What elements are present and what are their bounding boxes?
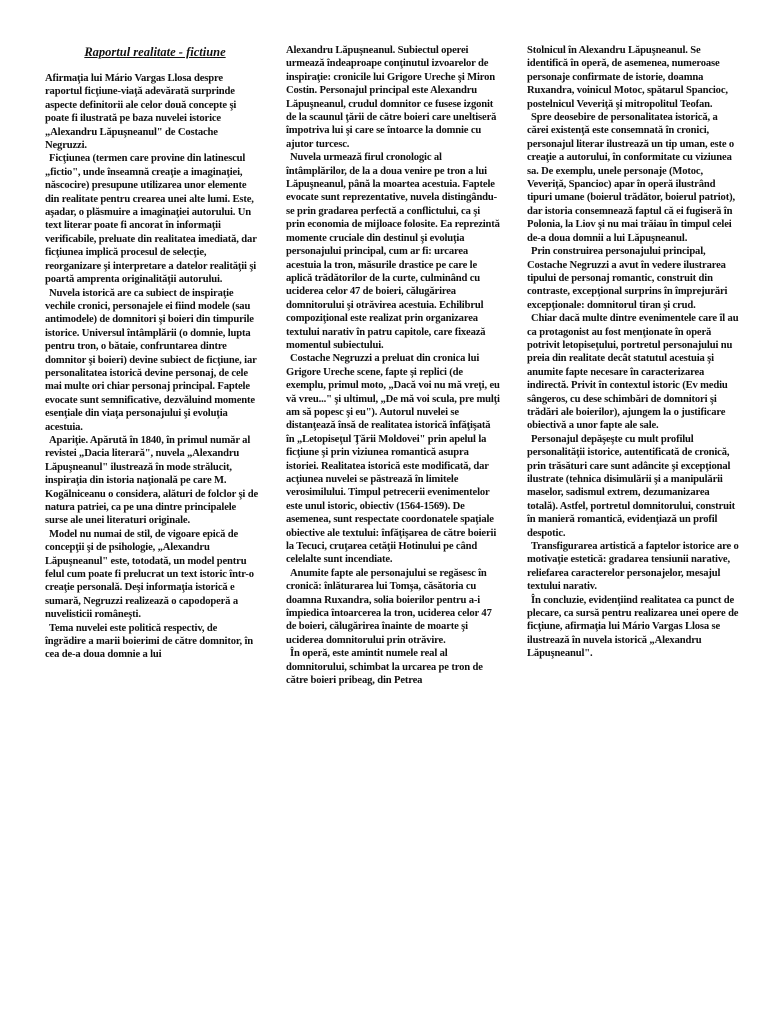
paragraph: Nuvela istorică are ca subiect de inspiraţie vechile cronici, personajele ei fiind modele (sau antimodele) de domnitori şi boieri din timpurile istorice. Universul întâmplării (o domnie, lupta pentru tron, o bătaie, confruntarea dintre domnitor şi boieri) devine subiect de ficţiune, iar personalitatea istorică devine personaj, de cele mai multe ori chiar personaj principal. Faptele evocate sunt semnificative, dezvăluind momente esenţiale din viaţa personajului şi evoluţia acestuia. xyxy=(45,287,257,433)
paragraph: Costache Negruzzi a preluat din cronica lui Grigore Ureche scene, fapte şi replici (de exemplu, primul moto, „Dacă voi nu mă vreţi, eu vă vreu..." şi ultimul, „De mă voi scula, pre mulţi am să popesc şi eu"). Autorul nuvelei se distanţează însă de realitatea istorică înfăţişată în „Letopiseţul Ţării Moldovei" prin apelul la ficţiune şi prin viziunea romantică asupra istoriei. Realitatea istorică este modificată, dar acţiunea nuvelei se păstrează în limitele verosimilului. Timpul petrecerii evenimentelor este unul istoric, obiectiv (1564-1569). De asemenea, sunt respectate coordonatele spaţiale obiective ale textului: înfăţişarea de către boierii la Tecuci, cruţarea cetăţii Hotinului pe când celelalte sunt incendiate. xyxy=(286,353,500,566)
paragraph: Stolnicul în Alexandru Lăpuşneanul. Se identifică în operă, de asemenea, numeroase personaje confirmate de istorie, doamna Ruxandra, voinicul Motoc, spătarul Spancioc, postelnicul Veveriţă şi mitropolitul Teofan. xyxy=(527,45,728,110)
paragraph: Ficţiunea (termen care provine din latinescul „fictio", unde înseamnă creaţie a imaginaţiei, născocire) presupune utilizarea unor elemente din realitate pentru crearea unei alte lumi. Este, aşadar, o plăsmuire a imaginaţiei autorului. Un text literar poate fi ancorat în informaţii verificabile, preluate din realitatea imediată, dar ficţiunea implică procesul de selecţie, reorganizare şi interpretare a datelor realităţii şi poartă amprenta originalităţii autorului. xyxy=(45,153,257,286)
paragraph: Alexandru Lăpuşneanul. Subiectul operei urmează îndeaproape conţinutul izvoarelor de inspiraţie: cronicile lui Grigore Ureche şi Miron Costin. Personajul principal este Alexandru Lăpuşneanul, crudul domnitor ce fusese izgonit de la scaunul ţării de către boieri care uneltiseră împotriva lui şi care se întoarce la domnie cu ajutor turcesc. xyxy=(286,45,497,150)
text-column-2 xyxy=(286,44,500,688)
paragraph: Spre deosebire de personalitatea istorică, a cărei existenţă este consemnată în cronici, personajul literar ilustrează un tip uman, este o creaţie a autorului, în conformitate cu viziunea sa. De exemplu, unele personaje (Motoc, Veveriţă, Spancioc) apar în operă ilustrând tipuri umane (boierul trădător, boierul patriot), dar istoria consemnează faptul că ei fugiseră în Polonia, la Liov şi nu mai trăiau în timpul celei de-a doua domnii a lui Lăpuşneanul. xyxy=(527,112,735,244)
paragraph: Nuvela urmează firul cronologic al întâmplărilor, de la a doua venire pe tron a lui Lăpuşneanul, până la moartea acestuia. Faptele evocate sunt reprezentative, nuvela distingându-se prin gradarea perfectă a conflictului, ca şi prin economia de mijloace folosite. Ea reprezintă momente cruciale din destinul şi evoluţia personajului principal, cum ar fi: urcarea acestuia la tron, măsurile drastice pe care le aplică trădătorilor de la curte, culminând cu uciderea celor 47 de boieri, călugărirea domnitorului şi otrăvirea acestuia. Echilibrul compoziţional este realizat prin organizarea textului narativ în patru capitole, care fixează momentul subiectului. xyxy=(286,152,500,351)
text-column-3 xyxy=(527,44,741,661)
document-title: Raportul realitate - fictiune xyxy=(84,45,226,59)
paragraph: Anumite fapte ale personajului se regăsesc în cronică: înlăturarea lui Tomşa, căsătoria cu doamna Ruxandra, solia boierilor pentru a-i împiedica întoarcerea la tron, uciderea celor 47 de boieri, călugărirea înainte de moarte şi uciderea domnitorului prin otrăvire. xyxy=(286,567,492,646)
paragraph: Tema nuvelei este politică respectiv, de îngrădire a marii boierimi de către domnitor, în cea de-a doua domnie a lui xyxy=(45,622,253,661)
paragraph: În concluzie, evidenţiind realitatea ca punct de plecare, ca sursă pentru realizarea unei opere de ficţiune, afirmaţia lui Mário Vargas Llosa se ilustrează în nuvela istorică „Alexandru Lăpuşneanul". xyxy=(527,594,739,660)
paragraph: Chiar dacă multe dintre evenimentele care îl au ca protagonist au fost menţionate în operă potrivit letopiseţului, portretul personajului nu preia din realitate decât statutul acestuia şi anumite fapte necesare în caracterizarea indirectă. Privit în contextul istoric (Ev mediu sângeros, cu dese schimbări de domnitori şi trădări ale boierilor), ajungem la o justificare obiectivă a unor fapte ale sale. xyxy=(527,313,739,432)
text-column-1 xyxy=(45,72,259,662)
paragraph: Afirmaţia lui Mário Vargas Llosa despre raportul ficţiune-viaţă adevărată surprinde aspecte definitorii ale celor două concepte şi poate fi ilustrată pe baza nuvelei istorice „Alexandru Lăpuşneanul" de Costache Negruzzi. xyxy=(45,73,237,152)
paragraph: Personajul depăşeşte cu mult profilul personalităţii istorice, autentificată de cronică, prin trăsături care sunt adâncite şi excepţional ilustrate (tehnica disimulării şi a manipulării maselor, sadismul extrem, dezumanizarea totală). Astfel, portretul domnitorului, construit în manieră romantică, evidenţiază un profil despotic. xyxy=(527,433,735,539)
paragraph: În operă, este amintit numele real al domnitorului, schimbat la urcarea pe tron de către boieri pribeag, din Petrea xyxy=(286,648,483,687)
paragraph: Transfigurarea artistică a faptelor istorice are o motivaţie estetică: gradarea tensiunii narative, reliefarea caracterelor personajelor, mesajul textului narativ. xyxy=(527,541,739,593)
paragraph: Prin construirea personajului principal, Costache Negruzzi a avut în vedere ilustrarea tipului de personaj romantic, construit din contraste, excepţional surprins în împrejurări excepţionale: domnitorul tiran şi crud. xyxy=(527,246,728,311)
paragraph: Apariţie. Apărută în 1840, în primul număr al revistei „Dacia literară", nuvela „Alexandru Lăpuşneanul" ilustrează în mode strălucit, inspiraţia din istoria naţională pe care M. Kogălniceanu o considera, alături de folclor şi de natura patriei, ca pe una dintre principalele surse ale unei literaturi originale. xyxy=(45,434,259,527)
paragraph: Model nu numai de stil, de vigoare epică de concepţii şi de psihologie, „Alexandru Lăpuşneanul" este, totodată, un model pentru felul cum poate fi prelucrat un text istoric într-o creaţie personală. Deşi informaţia istorică e sumară, Negruzzi realizează o capodoperă a nuvelisticii româneşti. xyxy=(45,528,254,621)
